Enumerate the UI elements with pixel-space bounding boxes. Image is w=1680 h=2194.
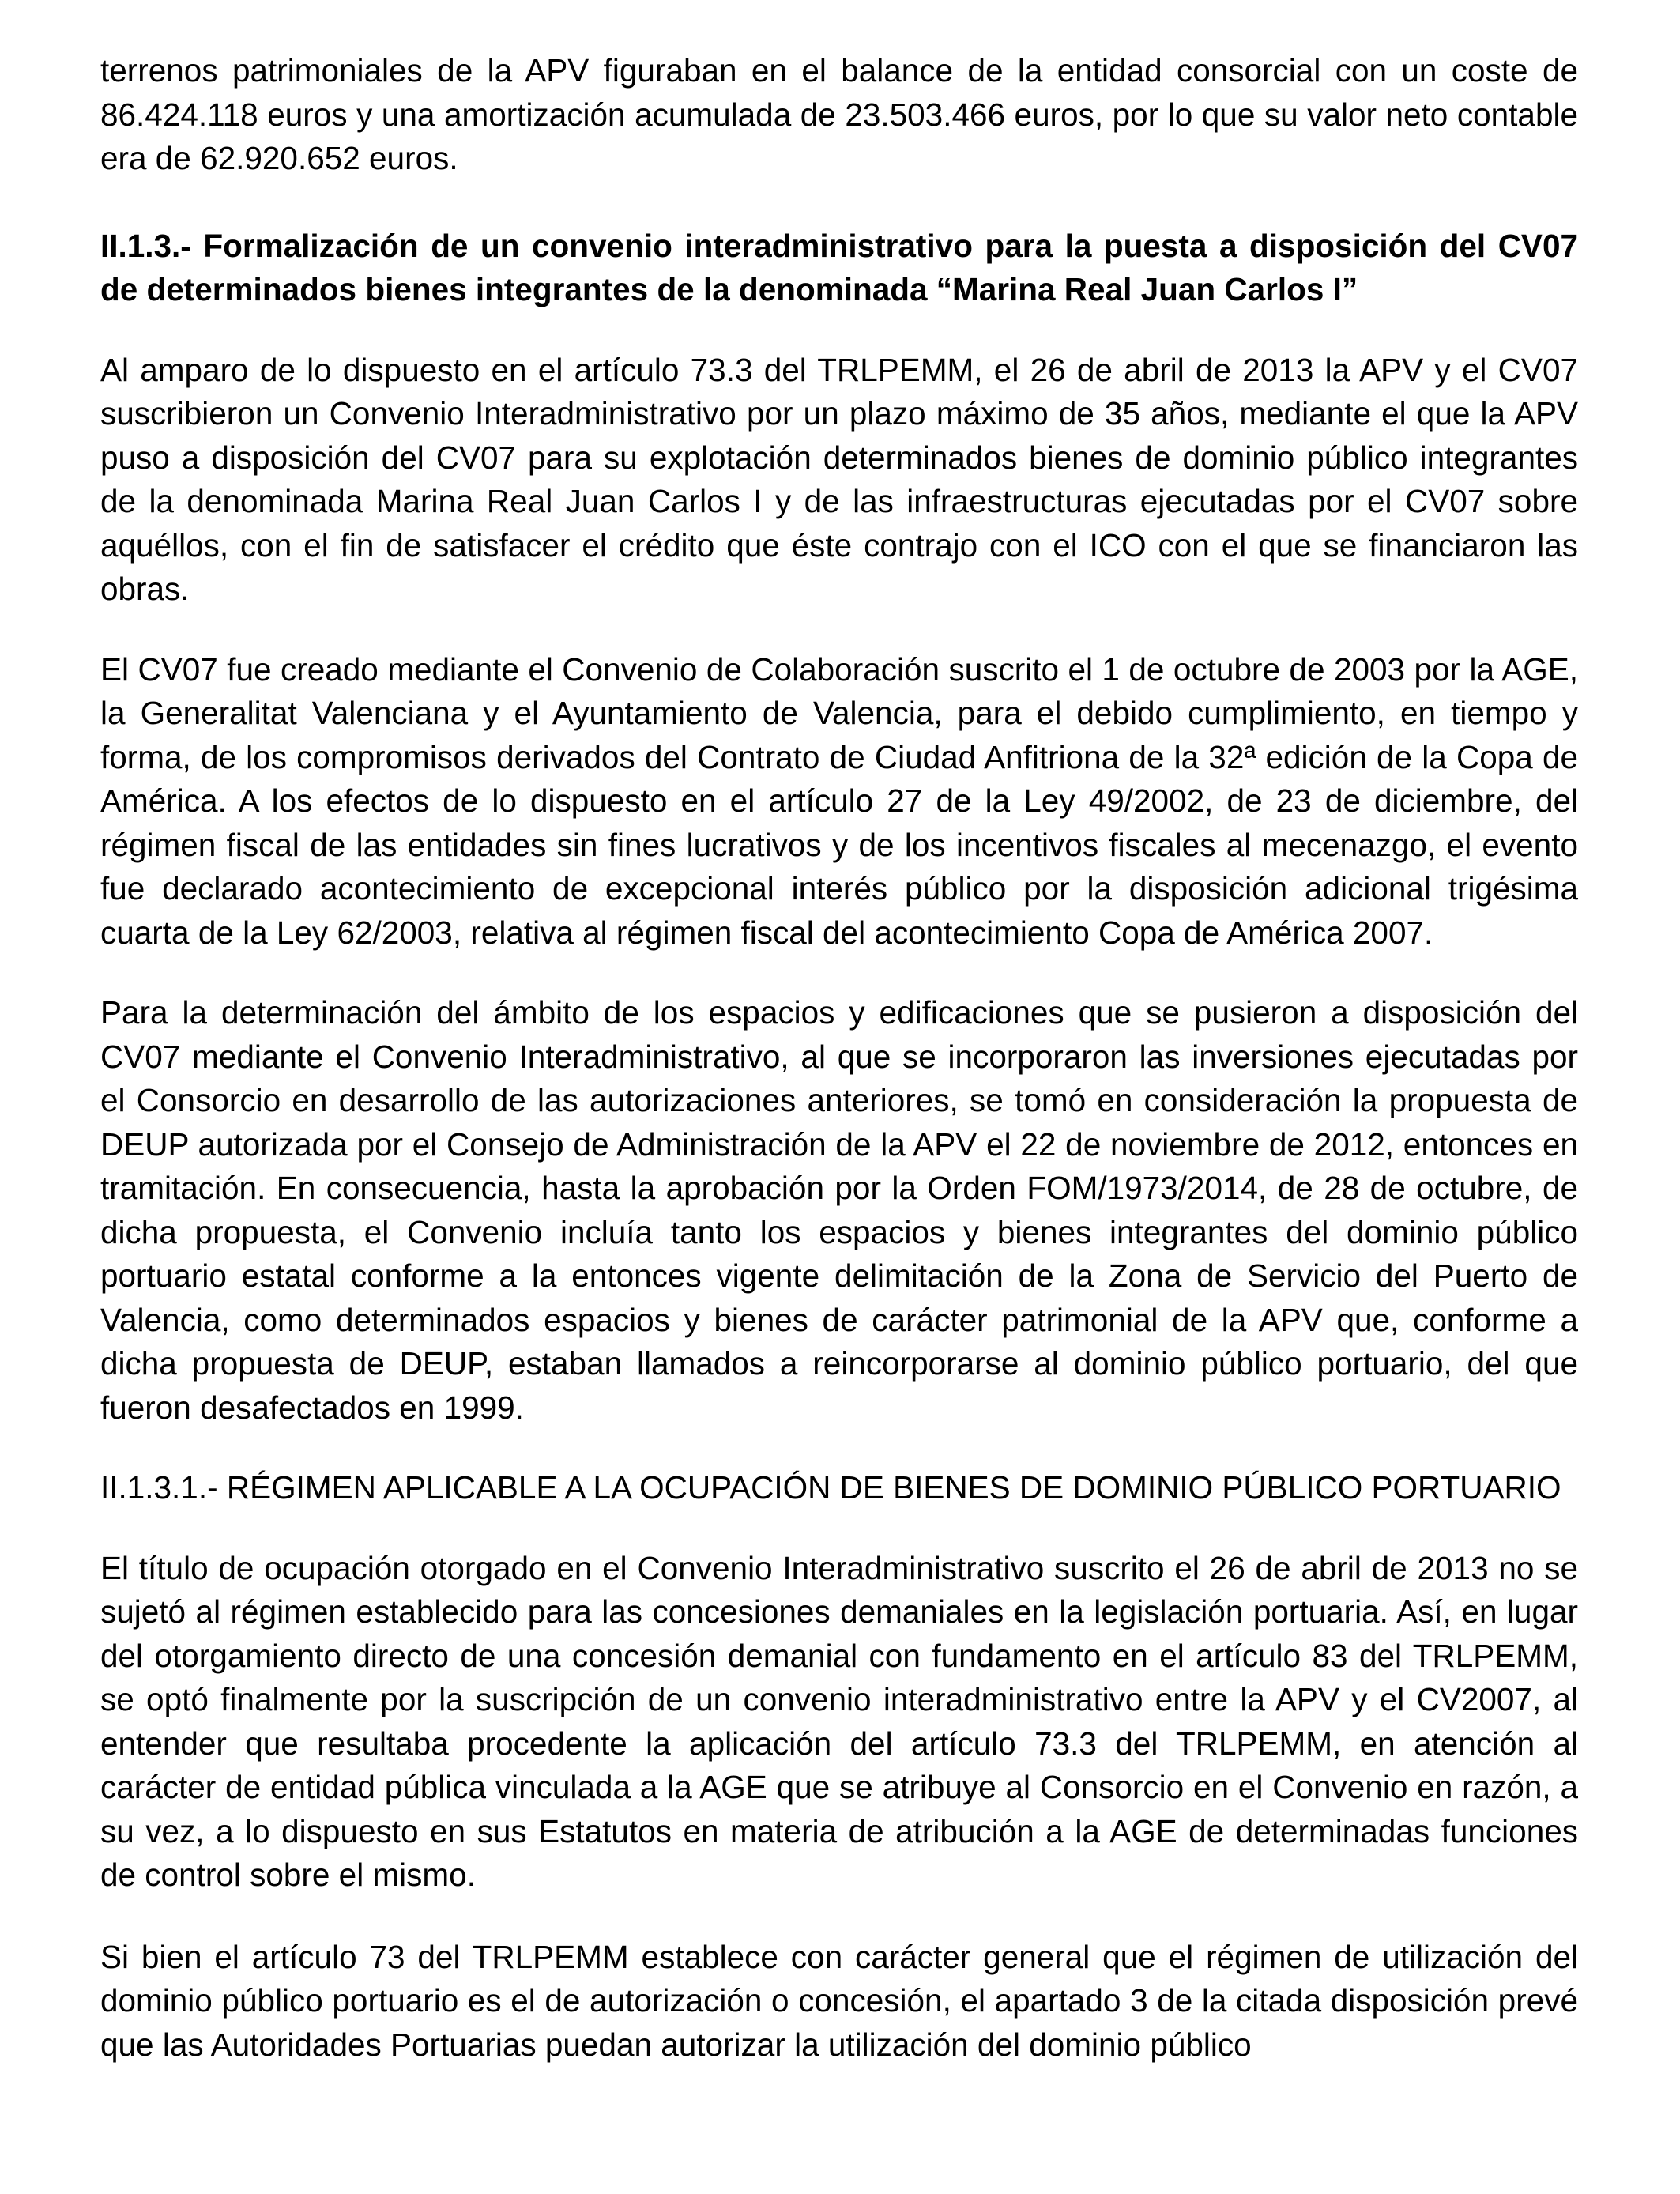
paragraph-articulo-73: Si bien el artículo 73 del TRLPEMM establece con carácter general que el régimen de utilización del dominio público portuario es el de autorización o concesión, el apartado 3 de la citada disposición prevé que las Autoridades Portuarias puedan autorizar la utilización del dominio público (100, 1938, 1578, 2063)
paragraph-intro: terrenos patrimoniales de la APV figuraban en el balance de la entidad consorcial con un coste de 86.424.118 euros y una amortización acumulada de 23.503.466 euros, por lo que su valor neto contable era de 62.920.652 euros. (100, 52, 1578, 176)
paragraph-ambito: Para la determinación del ámbito de los espacios y edificaciones que se pusieron a disposición del CV07 mediante el Convenio Interadministrativo, al que se incorporaron las inversiones ejecutadas por el Consorcio en desarrollo de las autorizaciones anteriores, se tomó en consideración la propuesta de DEUP autorizada por el Consejo de Administración de la APV el 22 de noviembre de 2012, entonces en tramitación. En consecuencia, hasta la aprobación por la Orden FOM/1973/2014, de 28 de octubre, de dicha propuesta, el Convenio incluía tanto los espacios y bienes integrantes del dominio público portuario estatal conforme a la entonces vigente delimitación de la Zona de Servicio del Puerto de Valencia, como determinados espacios y bienes de carácter patrimonial de la APV que, conforme a dicha propuesta de DEUP, estaban llamados a reincorporarse al dominio público portuario, del que fueron desafectados en 1999. (100, 994, 1578, 1426)
section-heading-ii-1-3: II.1.3.- Formalización de un convenio interadministrativo para la puesta a disposición del CV07 de determinados bienes integrantes de la denominada “Marina Real Juan Carlos I” (100, 227, 1578, 307)
paragraph-titulo-ocupacion: El título de ocupación otorgado en el Convenio Interadministrativo suscrito el 26 de abril de 2013 no se sujetó al régimen establecido para las concesiones demaniales en la legislación portuaria. Así, en lugar del otorgamiento directo de una concesión demanial con fundamento en el artículo 83 del TRLPEMM, se optó finalmente por la suscripción de un convenio interadministrativo entre la APV y el CV2007, al entender que resultaba procedente la aplicación del artículo 73.3 del TRLPEMM, en atención al carácter de entidad pública vinculada a la AGE que se atribuye al Consorcio en el Convenio en razón, a su vez, a lo dispuesto en sus Estatutos en materia de atribución a la AGE de determinadas funciones de control sobre el mismo. (100, 1549, 1578, 1893)
document-page (100, 49, 1578, 2067)
paragraph-cv07-creation: El CV07 fue creado mediante el Convenio de Colaboración suscrito el 1 de octubre de 2003 por la AGE, la Generalitat Valenciana y el Ayuntamiento de Valencia, para el debido cumplimiento, en tiempo y forma, de los compromisos derivados del Contrato de Ciudad Anfitriona de la 32ª edición de la Copa de América. A los efectos de lo dispuesto en el artículo 27 de la Ley 49/2002, de 23 de diciembre, del régimen fiscal de las entidades sin fines lucrativos y de los incentivos fiscales al mecenazgo, el evento fue declarado acontecimiento de excepcional interés público por la disposición adicional trigésima cuarta de la Ley 62/2003, relativa al régimen fiscal del acontecimiento Copa de América 2007. (100, 650, 1578, 951)
section-heading-ii-1-3-1: II.1.3.1.- RÉGIMEN APLICABLE A LA OCUPACIÓN DE BIENES DE DOMINIO PÚBLICO PORTUARIO (100, 1469, 1561, 1506)
paragraph-convenio: Al amparo de lo dispuesto en el artículo 73.3 del TRLPEMM, el 26 de abril de 2013 la APV y el CV07 suscribieron un Convenio Interadministrativo por un plazo máximo de 35 años, mediante el que la APV puso a disposición del CV07 para su explotación determinados bienes de dominio público integrantes de la denominada Marina Real Juan Carlos I y de las infraestructuras ejecutadas por el CV07 sobre aquéllos, con el fin de satisfacer el crédito que éste contrajo con el ICO con el que se financiaron las obras. (100, 351, 1578, 607)
